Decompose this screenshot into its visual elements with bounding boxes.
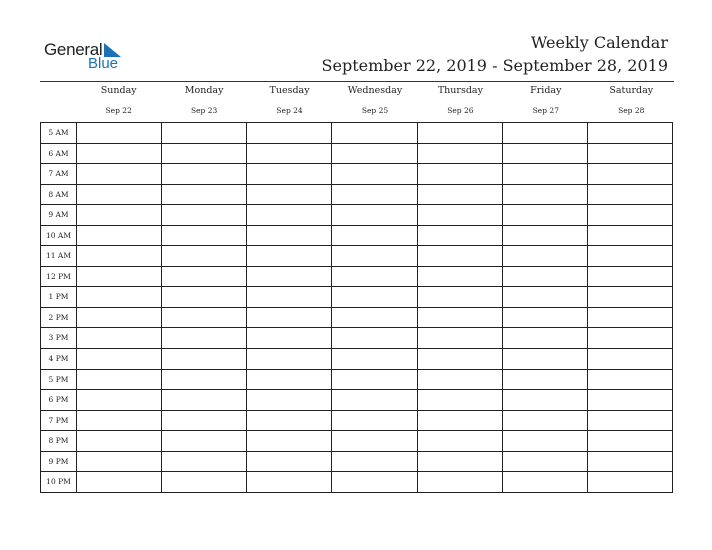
day-date: Sep 26: [447, 106, 474, 115]
time-slot-thursday[interactable]: [418, 226, 503, 246]
time-slot-monday[interactable]: [162, 287, 247, 307]
header-divider: [40, 81, 674, 82]
time-slot-monday[interactable]: [162, 205, 247, 225]
time-slot-monday[interactable]: [162, 452, 247, 472]
time-label: 9 PM: [41, 452, 77, 472]
time-slot-saturday[interactable]: [588, 123, 672, 143]
time-row: [41, 287, 672, 308]
time-slot-monday[interactable]: [162, 349, 247, 369]
time-slot-thursday[interactable]: [418, 452, 503, 472]
time-label: 6 PM: [41, 390, 77, 410]
time-slot-wednesday[interactable]: [332, 452, 417, 472]
day-date: Sep 23: [190, 106, 218, 115]
time-slot-monday[interactable]: [162, 328, 247, 348]
time-slot-monday[interactable]: [162, 123, 247, 143]
time-slot-friday[interactable]: [503, 205, 588, 225]
time-slot-tuesday[interactable]: [247, 472, 332, 493]
time-slot-saturday[interactable]: [588, 144, 672, 164]
time-label: 2 PM: [41, 308, 77, 328]
time-slot-sunday[interactable]: [77, 328, 162, 348]
time-slot-saturday[interactable]: [588, 246, 672, 266]
time-label: 5 PM: [41, 370, 77, 390]
time-slot-wednesday[interactable]: [332, 349, 417, 369]
time-slot-friday[interactable]: [503, 390, 588, 410]
time-slot-tuesday[interactable]: [247, 164, 332, 184]
day-name: Friday: [530, 85, 562, 96]
day-header-friday: [503, 84, 588, 120]
day-header-tuesday: [247, 84, 332, 120]
time-slot-sunday[interactable]: [77, 390, 162, 410]
time-slot-sunday[interactable]: [77, 431, 162, 451]
time-slot-wednesday[interactable]: [332, 308, 417, 328]
time-slot-thursday[interactable]: [418, 185, 503, 205]
time-slot-tuesday[interactable]: [247, 226, 332, 246]
time-label: 12 PM: [41, 267, 77, 287]
time-slot-friday[interactable]: [503, 370, 588, 390]
time-slot-saturday[interactable]: [588, 390, 672, 410]
time-slot-sunday[interactable]: [77, 308, 162, 328]
time-slot-tuesday[interactable]: [247, 370, 332, 390]
time-slot-monday[interactable]: [162, 144, 247, 164]
day-header-thursday: [418, 84, 503, 120]
time-row: [41, 349, 672, 370]
time-slot-friday[interactable]: [503, 144, 588, 164]
time-slot-saturday[interactable]: [588, 164, 672, 184]
time-slot-friday[interactable]: [503, 308, 588, 328]
time-slot-saturday[interactable]: [588, 226, 672, 246]
time-slot-sunday[interactable]: [77, 349, 162, 369]
time-slot-friday[interactable]: [503, 226, 588, 246]
day-name: Tuesday: [269, 85, 310, 96]
time-slot-thursday[interactable]: [418, 472, 503, 493]
day-date: Sep 22: [105, 106, 132, 115]
time-slot-sunday[interactable]: [77, 205, 162, 225]
time-slot-wednesday[interactable]: [332, 246, 417, 266]
time-slot-friday[interactable]: [503, 123, 588, 143]
time-slot-sunday[interactable]: [77, 246, 162, 266]
time-slot-saturday[interactable]: [588, 452, 672, 472]
date-range: September 22, 2019 - September 28, 2019: [321, 56, 668, 75]
time-label: 5 AM: [41, 123, 77, 143]
time-slot-sunday[interactable]: [77, 452, 162, 472]
time-slot-tuesday[interactable]: [247, 431, 332, 451]
time-slot-saturday[interactable]: [588, 308, 672, 328]
time-label: 6 AM: [41, 144, 77, 164]
time-slot-tuesday[interactable]: [247, 123, 332, 143]
time-row: [41, 226, 672, 247]
time-slot-monday[interactable]: [162, 431, 247, 451]
time-slot-monday[interactable]: [162, 472, 247, 493]
time-slot-monday[interactable]: [162, 411, 247, 431]
time-row: [41, 246, 672, 267]
time-slot-thursday[interactable]: [418, 164, 503, 184]
time-slot-monday[interactable]: [162, 226, 247, 246]
time-slot-wednesday[interactable]: [332, 164, 417, 184]
day-name: Monday: [184, 85, 224, 96]
time-row: [41, 123, 672, 144]
time-row: [41, 411, 672, 432]
time-slot-monday[interactable]: [162, 390, 247, 410]
time-slot-saturday[interactable]: [588, 349, 672, 369]
logo-text-general: General: [44, 40, 103, 59]
logo-text-blue: Blue: [88, 55, 119, 72]
time-label: 8 PM: [41, 431, 77, 451]
time-slot-wednesday[interactable]: [332, 431, 417, 451]
time-slot-sunday[interactable]: [77, 411, 162, 431]
time-slot-thursday[interactable]: [418, 246, 503, 266]
time-row: [41, 472, 672, 493]
time-slot-saturday[interactable]: [588, 205, 672, 225]
day-date: Sep 24: [276, 106, 303, 115]
day-name: Wednesday: [347, 85, 403, 96]
day-headers: [76, 84, 674, 120]
time-slot-tuesday[interactable]: [247, 308, 332, 328]
time-slot-friday[interactable]: [503, 185, 588, 205]
time-slot-friday[interactable]: [503, 246, 588, 266]
time-label: 4 PM: [41, 349, 77, 369]
time-row: [41, 308, 672, 329]
day-date: Sep 25: [361, 106, 389, 115]
time-slot-thursday[interactable]: [418, 328, 503, 348]
time-slot-saturday[interactable]: [588, 431, 672, 451]
time-label: 7 PM: [41, 411, 77, 431]
time-slot-sunday[interactable]: [77, 370, 162, 390]
time-row: [41, 205, 672, 226]
time-slot-tuesday[interactable]: [247, 205, 332, 225]
time-slot-monday[interactable]: [162, 308, 247, 328]
time-slot-sunday[interactable]: [77, 164, 162, 184]
time-slot-tuesday[interactable]: [247, 390, 332, 410]
time-label: 3 PM: [41, 328, 77, 348]
time-slot-friday[interactable]: [503, 267, 588, 287]
time-slot-sunday[interactable]: [77, 287, 162, 307]
time-slot-monday[interactable]: [162, 267, 247, 287]
time-slot-thursday[interactable]: [418, 144, 503, 164]
time-slot-wednesday[interactable]: [332, 226, 417, 246]
time-row: [41, 431, 672, 452]
time-slot-wednesday[interactable]: [332, 267, 417, 287]
time-slot-sunday[interactable]: [77, 144, 162, 164]
time-slot-sunday[interactable]: [77, 472, 162, 493]
time-slot-friday[interactable]: [503, 452, 588, 472]
time-slot-wednesday[interactable]: [332, 287, 417, 307]
time-slot-wednesday[interactable]: [332, 411, 417, 431]
time-slot-sunday[interactable]: [77, 226, 162, 246]
time-slot-thursday[interactable]: [418, 123, 503, 143]
time-slot-friday[interactable]: [503, 411, 588, 431]
time-row: [41, 452, 672, 473]
time-slot-saturday[interactable]: [588, 328, 672, 348]
time-slot-tuesday[interactable]: [247, 328, 332, 348]
time-slot-wednesday[interactable]: [332, 370, 417, 390]
time-slot-tuesday[interactable]: [247, 246, 332, 266]
time-slot-wednesday[interactable]: [332, 185, 417, 205]
time-slot-thursday[interactable]: [418, 349, 503, 369]
time-slot-wednesday[interactable]: [332, 328, 417, 348]
time-slot-saturday[interactable]: [588, 370, 672, 390]
time-row: [41, 370, 672, 391]
time-slot-sunday[interactable]: [77, 185, 162, 205]
day-header-saturday: [589, 84, 674, 120]
time-slot-thursday[interactable]: [418, 390, 503, 410]
day-name: Thursday: [437, 85, 483, 96]
time-slot-tuesday[interactable]: [247, 185, 332, 205]
time-slot-friday[interactable]: [503, 164, 588, 184]
day-date: Sep 27: [532, 106, 559, 115]
time-slot-monday[interactable]: [162, 164, 247, 184]
time-slot-tuesday[interactable]: [247, 287, 332, 307]
time-slot-thursday[interactable]: [418, 205, 503, 225]
time-slot-tuesday[interactable]: [247, 144, 332, 164]
time-slot-thursday[interactable]: [418, 431, 503, 451]
day-header-sunday: [76, 84, 161, 120]
time-slot-saturday[interactable]: [588, 267, 672, 287]
time-slot-saturday[interactable]: [588, 472, 672, 493]
time-row: [41, 267, 672, 288]
time-slot-wednesday[interactable]: [332, 144, 417, 164]
day-header-monday: [161, 84, 246, 120]
time-label: 1 PM: [41, 287, 77, 307]
time-label: 10 PM: [41, 472, 77, 493]
time-slot-tuesday[interactable]: [247, 349, 332, 369]
time-label: 11 AM: [41, 246, 77, 266]
time-slot-tuesday[interactable]: [247, 267, 332, 287]
time-row: [41, 144, 672, 165]
time-row: [41, 328, 672, 349]
time-slot-wednesday[interactable]: [332, 123, 417, 143]
time-slot-wednesday[interactable]: [332, 472, 417, 493]
logo: [44, 40, 134, 74]
time-slot-friday[interactable]: [503, 472, 588, 493]
time-row: [41, 390, 672, 411]
time-slot-tuesday[interactable]: [247, 452, 332, 472]
time-slot-tuesday[interactable]: [247, 411, 332, 431]
time-slot-monday[interactable]: [162, 370, 247, 390]
time-label: 7 AM: [41, 164, 77, 184]
time-slot-saturday[interactable]: [588, 185, 672, 205]
day-header-wednesday: [332, 84, 417, 120]
time-slot-wednesday[interactable]: [332, 205, 417, 225]
time-slot-wednesday[interactable]: [332, 390, 417, 410]
time-slot-sunday[interactable]: [77, 267, 162, 287]
time-slot-friday[interactable]: [503, 287, 588, 307]
time-slot-thursday[interactable]: [418, 411, 503, 431]
time-label: 10 AM: [41, 226, 77, 246]
time-slot-sunday[interactable]: [77, 123, 162, 143]
page-title: Weekly Calendar: [530, 33, 668, 52]
time-slot-thursday[interactable]: [418, 267, 503, 287]
time-slot-friday[interactable]: [503, 431, 588, 451]
time-slot-thursday[interactable]: [418, 308, 503, 328]
time-slot-friday[interactable]: [503, 328, 588, 348]
time-slot-saturday[interactable]: [588, 287, 672, 307]
time-slot-friday[interactable]: [503, 349, 588, 369]
day-name: Sunday: [100, 85, 137, 96]
time-slot-monday[interactable]: [162, 185, 247, 205]
time-label: 8 AM: [41, 185, 77, 205]
time-slot-saturday[interactable]: [588, 411, 672, 431]
day-name: Saturday: [609, 85, 654, 96]
time-slot-monday[interactable]: [162, 246, 247, 266]
time-slot-thursday[interactable]: [418, 370, 503, 390]
time-slot-thursday[interactable]: [418, 287, 503, 307]
calendar-grid: [40, 122, 673, 493]
time-row: [41, 164, 672, 185]
day-date: Sep 28: [618, 106, 645, 115]
time-row: [41, 185, 672, 206]
time-label: 9 AM: [41, 205, 77, 225]
